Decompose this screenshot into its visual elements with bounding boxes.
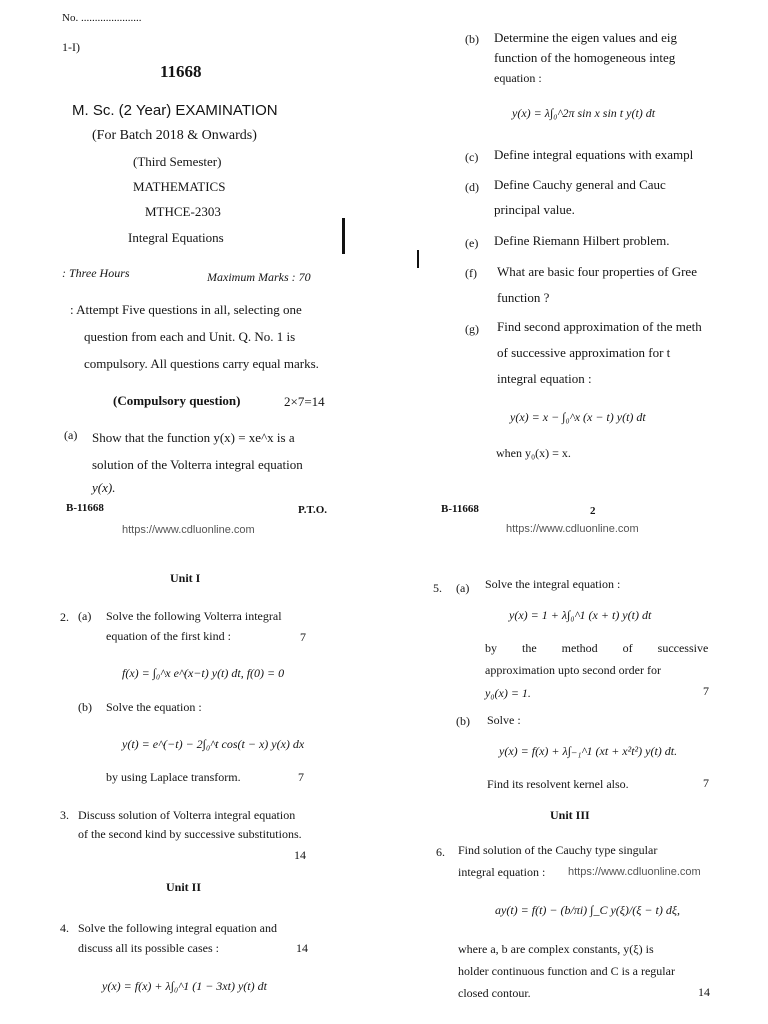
semester: (Third Semester) (133, 154, 222, 169)
unit-2-heading: Unit II (166, 880, 202, 894)
code-tag: 1-I) (62, 40, 80, 54)
question-1g-condition: when y₀(x) = x. (496, 446, 571, 460)
question-5a-label: (a) (456, 581, 470, 595)
question-2a-label: (a) (78, 609, 92, 623)
question-5a-text: Solve the integral equation : (485, 577, 621, 591)
question-1c-label: (c) (465, 150, 479, 164)
question-1e-label: (e) (465, 236, 479, 250)
question-5b-marks: 7 (703, 776, 709, 790)
course-code: MTHCE-2303 (145, 204, 221, 219)
pto: P.T.O. (298, 504, 328, 516)
question-6-number: 6. (436, 845, 445, 859)
question-1b-line-3: equation : (494, 71, 542, 85)
question-2a-line-2: equation of the first kind : (106, 629, 231, 643)
question-5b-equation: y(x) = f(x) + λ∫₋₁^1 (xt + x²t²) y(t) dt. (499, 744, 678, 758)
question-1b-equation: y(x) = λ∫₀^2π sin x sin t y(t) dt (512, 106, 656, 120)
question-1b-line-2: function of the homogeneous integ (494, 50, 676, 65)
question-5a-line-3: approximation upto second order for (485, 663, 661, 677)
website-url: https://www.cdluonline.com (506, 523, 639, 535)
question-5a-equation: y(x) = 1 + λ∫₀^1 (x + t) y(t) dt (509, 608, 652, 622)
question-5b-line-2: Find its resolvent kernel also. (487, 777, 629, 791)
question-5-number: 5. (433, 581, 442, 595)
question-1d-line-1: Define Cauchy general and Cauc (494, 177, 666, 192)
question-6-equation: ay(t) = f(t) − (b/πi) ∫_C y(ξ)/(ξ − t) dξ, (495, 903, 680, 917)
question-1d-line-2: principal value. (494, 202, 575, 217)
question-1d-label: (d) (465, 180, 479, 194)
question-5a-line-4: y₀(x) = 1. (485, 686, 531, 700)
website-url: https://www.cdluonline.com (568, 866, 701, 878)
scan-mark (417, 250, 419, 268)
question-3-line-2: of the second kind by successive substitutions. (78, 827, 302, 841)
question-4-equation: y(x) = f(x) + λ∫₀^1 (1 − 3xt) y(t) dt (102, 979, 267, 993)
compulsory-heading: (Compulsory question) (113, 393, 241, 408)
page-number: 2 (590, 505, 596, 517)
question-4-number: 4. (60, 921, 69, 935)
compulsory-marks: 2×7=14 (284, 394, 325, 409)
question-4-line-1: Solve the following integral equation and (78, 921, 277, 935)
question-6-line-1: Find solution of the Cauchy type singular (458, 843, 658, 857)
paper-title: Integral Equations (128, 230, 224, 245)
question-1f-label: (f) (465, 266, 477, 280)
question-1g-line-2: of successive approximation for t (497, 345, 671, 360)
unit-3-heading: Unit III (550, 808, 590, 822)
question-1g-label: (g) (465, 322, 479, 336)
paper-number: 11668 (160, 62, 202, 81)
question-2a-line-1: Solve the following Volterra integral (106, 609, 282, 623)
exam-title: M. Sc. (2 Year) EXAMINATION (72, 102, 278, 119)
question-1a-line-2: solution of the Volterra integral equation (92, 457, 303, 472)
question-6-line-2: integral equation : (458, 865, 546, 879)
question-1f-line-1: What are basic four properties of Gree (497, 264, 697, 279)
question-3-line-1: Discuss solution of Volterra integral equation (78, 808, 296, 822)
question-2b-equation: y(t) = e^(−t) − 2∫₀^t cos(t − x) y(x) dx (122, 737, 305, 751)
question-4-line-2: discuss all its possible cases : (78, 941, 219, 955)
time-allowed: : Three Hours (62, 266, 130, 280)
question-1f-line-2: function ? (497, 290, 550, 305)
question-6-line-4: holder continuous function and C is a regular (458, 964, 675, 978)
instruction-line-1: : Attempt Five questions in all, selecting one (70, 302, 302, 317)
instruction-line-3: compulsory. All questions carry equal marks. (84, 356, 319, 371)
question-2a-marks: 7 (300, 630, 306, 644)
footer-code-left: B-11668 (66, 502, 104, 514)
question-2-number: 2. (60, 610, 69, 624)
question-1e-text: Define Riemann Hilbert problem. (494, 233, 670, 248)
question-1c-text: Define integral equations with exampl (494, 147, 694, 162)
question-1g-equation: y(x) = x − ∫₀^x (x − t) y(t) dt (510, 410, 646, 424)
question-2b-text: Solve the equation : (106, 700, 202, 714)
question-1g-line-3: integral equation : (497, 371, 592, 386)
question-3-number: 3. (60, 808, 69, 822)
question-1a-line-1: Show that the function y(x) = xe^x is a (92, 430, 295, 445)
question-5b-text: Solve : (487, 713, 521, 727)
maximum-marks: Maximum Marks : 70 (207, 270, 311, 284)
question-1a-label: (a) (64, 428, 78, 442)
footer-code-right: B-11668 (441, 503, 479, 515)
question-2b-marks: 7 (298, 770, 304, 784)
question-2b-line-2: by using Laplace transform. (106, 770, 241, 784)
question-2a-equation: f(x) = ∫₀^x e^(x−t) y(t) dt, f(0) = 0 (122, 666, 285, 680)
question-1b-label: (b) (465, 32, 479, 46)
question-5b-label: (b) (456, 714, 470, 728)
question-6-line-3: where a, b are complex constants, y(ξ) is (458, 942, 654, 956)
scan-mark (342, 218, 345, 254)
roll-number: No. ...................... (62, 12, 142, 24)
question-1a-line-3: y(x). (92, 480, 116, 495)
subject: MATHEMATICS (133, 179, 226, 194)
question-2b-label: (b) (78, 700, 92, 714)
instruction-line-2: question from each and Unit. Q. No. 1 is (84, 329, 296, 344)
question-5a-line-2: by the method of successive (485, 641, 709, 655)
question-5a-marks: 7 (703, 684, 709, 698)
question-6-marks: 14 (698, 985, 710, 999)
question-1b-line-1: Determine the eigen values and eig (494, 30, 678, 45)
question-1g-line-1: Find second approximation of the meth (497, 319, 702, 334)
question-3-marks: 14 (294, 848, 306, 862)
question-6-line-5: closed contour. (458, 986, 531, 1000)
unit-1-heading: Unit I (170, 571, 201, 585)
website-url: https://www.cdluonline.com (122, 524, 255, 536)
batch: (For Batch 2018 & Onwards) (92, 128, 257, 143)
question-4-marks: 14 (296, 941, 308, 955)
